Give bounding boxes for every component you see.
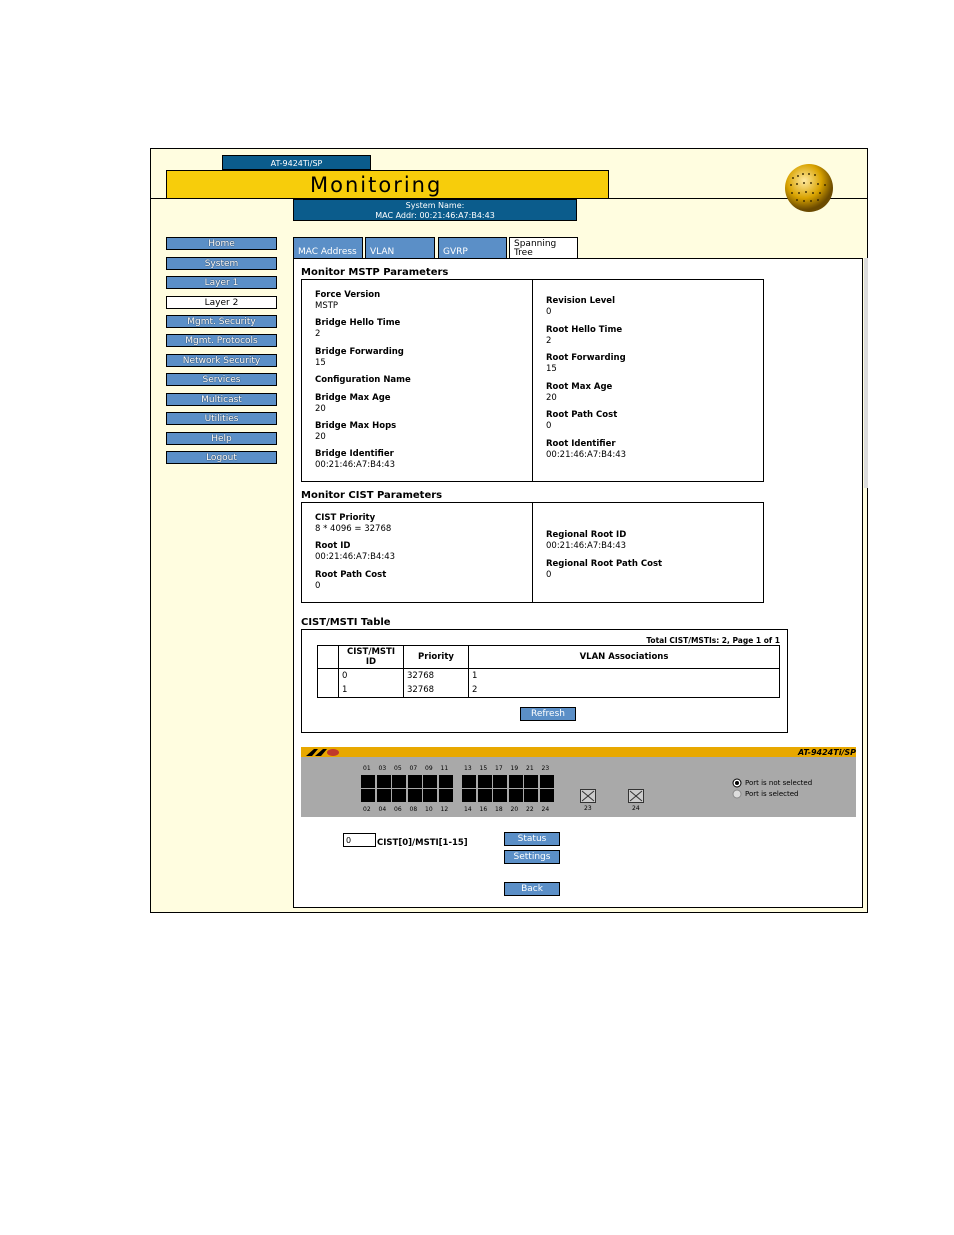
cist-title: Monitor CIST Parameters (301, 490, 443, 501)
port-number: 11 (440, 765, 449, 772)
col-header: Priority (404, 646, 469, 669)
field-label: Configuration Name (315, 375, 411, 385)
port-08[interactable] (408, 789, 422, 802)
port-number: 21 (526, 765, 534, 772)
switch-model-label: AT-9424Ti/SP (797, 748, 856, 757)
instance-label: CIST[0]/MSTI[1-15] (377, 838, 468, 848)
port-number: 15 (479, 765, 488, 772)
port-number: 04 (378, 806, 387, 813)
field-label: Root Hello Time (546, 325, 623, 335)
table-cell: 0 (339, 669, 404, 684)
model-tab: AT-9424Ti/SP (222, 155, 371, 170)
port-14[interactable] (462, 789, 476, 802)
field-label: Regional Root ID (546, 530, 627, 540)
field-value: 20 (546, 393, 557, 403)
instance-input[interactable] (343, 833, 376, 847)
field-value: 8 * 4096 = 32768 (315, 524, 392, 534)
tab-spanning-tree[interactable]: Spanning Tree (509, 237, 578, 259)
port-number: 23 (584, 805, 592, 812)
nav-utilities[interactable]: Utilities (166, 412, 277, 425)
scrollbar[interactable] (864, 258, 868, 488)
field-label: Bridge Max Age (315, 393, 391, 403)
field-value: 0 (546, 421, 552, 431)
port-13[interactable] (462, 775, 476, 788)
field-value: 00:21:46:A7:B4:43 (546, 450, 627, 460)
system-name: System Name: (405, 201, 465, 210)
field-label: Root Forwarding (546, 353, 626, 363)
port-01[interactable] (361, 775, 375, 788)
port-number: 03 (378, 765, 387, 772)
table-cell: 32768 (404, 683, 469, 698)
field-value: 0 (315, 581, 321, 591)
field-label: Revision Level (546, 296, 615, 306)
field-label: Root Identifier (546, 439, 616, 449)
field-value: 15 (315, 358, 326, 368)
port-17[interactable] (493, 775, 507, 788)
port-number: 14 (464, 806, 472, 813)
nav-system[interactable]: System (166, 257, 277, 270)
tab-gvrp[interactable]: GVRP (438, 237, 507, 259)
port-number: 19 (510, 765, 519, 772)
port-number: 07 (409, 765, 418, 772)
port-05[interactable] (392, 775, 406, 788)
port-number: 13 (464, 765, 472, 772)
port-number: 02 (363, 806, 371, 813)
port-number: 10 (425, 806, 433, 813)
field-label: Force Version (315, 290, 381, 300)
field-value: 20 (315, 404, 326, 414)
port-09[interactable] (423, 775, 437, 788)
port-07[interactable] (408, 775, 422, 788)
cist-right-box (532, 502, 764, 603)
nav-home[interactable]: Home (166, 237, 277, 250)
col-header: VLAN Associations (469, 646, 780, 669)
port-16[interactable] (478, 789, 492, 802)
table-header-row (318, 646, 780, 669)
mstp-title: Monitor MSTP Parameters (301, 267, 449, 278)
table-row (318, 669, 780, 684)
legend-not-selected: Port is not selected (745, 779, 813, 787)
field-value: 2 (315, 329, 321, 339)
field-label: Root ID (315, 541, 351, 551)
field-value: 0 (546, 570, 552, 580)
table-title: CIST/MSTI Table (301, 617, 391, 628)
port-06[interactable] (392, 789, 406, 802)
table-cell: 1 (469, 669, 780, 684)
port-number: 05 (394, 765, 402, 772)
table-summary: Total CIST/MSTIs: 2, Page 1 of 1 (646, 636, 780, 645)
nav-services[interactable]: Services (166, 373, 277, 386)
back-button[interactable]: Back (504, 882, 560, 896)
row-spacer (318, 683, 339, 698)
nav-help[interactable]: Help (166, 432, 277, 445)
sfp-port-23-icon[interactable] (580, 789, 596, 803)
table-cell: 32768 (404, 669, 469, 684)
port-15[interactable] (478, 775, 492, 788)
nav-multicast[interactable]: Multicast (166, 393, 277, 406)
nav-network-security[interactable]: Network Security (166, 354, 277, 367)
cist-msti-table (317, 645, 780, 698)
port-23[interactable] (540, 775, 554, 788)
radio-selected-icon (732, 789, 742, 799)
field-value: 00:21:46:A7:B4:43 (315, 552, 396, 562)
field-label: Root Path Cost (546, 410, 618, 420)
field-label: Root Max Age (546, 382, 613, 392)
refresh-button[interactable]: Refresh (520, 707, 576, 721)
field-value: 00:21:46:A7:B4:43 (315, 460, 396, 470)
port-02[interactable] (361, 789, 375, 802)
port-18[interactable] (493, 789, 507, 802)
field-label: Bridge Max Hops (315, 421, 397, 431)
port-11[interactable] (439, 775, 453, 788)
status-button[interactable]: Status (504, 832, 560, 846)
allied-telesis-logo-icon (304, 748, 340, 757)
legend-selected: Port is selected (745, 790, 799, 798)
col-header: CIST/MSTI ID (339, 646, 404, 669)
port-number: 09 (425, 765, 433, 772)
port-10[interactable] (423, 789, 437, 802)
port-number: 24 (541, 806, 550, 813)
port-number: 24 (632, 805, 640, 812)
header-spacer (318, 646, 339, 669)
settings-button[interactable]: Settings (504, 850, 560, 864)
table-cell: 1 (339, 683, 404, 698)
row-spacer (318, 669, 339, 684)
port-number: 06 (394, 806, 402, 813)
port-20[interactable] (509, 789, 523, 802)
port-number: 23 (541, 765, 550, 772)
nav-mgmt-protocols[interactable]: Mgmt. Protocols (166, 334, 277, 347)
nav-layer2[interactable]: Layer 2 (166, 296, 277, 309)
port-19[interactable] (509, 775, 523, 788)
globe-logo-icon (784, 163, 834, 213)
nav-layer1[interactable]: Layer 1 (166, 276, 277, 289)
radio-not-selected-icon (732, 778, 742, 788)
field-label: Bridge Hello Time (315, 318, 401, 328)
field-value: 0 (546, 307, 552, 317)
field-value: 15 (546, 364, 557, 374)
port-number: 12 (440, 806, 449, 813)
port-22[interactable] (524, 789, 538, 802)
port-number: 17 (495, 765, 503, 772)
port-04[interactable] (377, 789, 391, 802)
field-label: Regional Root Path Cost (546, 559, 663, 569)
port-number: 22 (526, 806, 534, 813)
field-label: Bridge Forwarding (315, 347, 404, 357)
port-12[interactable] (439, 789, 453, 802)
field-value: 20 (315, 432, 326, 442)
system-info (293, 199, 577, 221)
field-value: 00:21:46:A7:B4:43 (546, 541, 627, 551)
field-label: Bridge Identifier (315, 449, 394, 459)
port-number: 20 (510, 806, 519, 813)
sfp-port-24-icon[interactable] (628, 789, 644, 803)
port-number: 01 (363, 765, 371, 772)
port-number: 18 (495, 806, 503, 813)
tab-mac-address[interactable]: MAC Address (293, 237, 363, 259)
table-cell: 2 (469, 683, 780, 698)
field-label: CIST Priority (315, 513, 376, 523)
title-bar (166, 170, 609, 199)
nav-logout[interactable]: Logout (166, 451, 277, 464)
field-value: MSTP (315, 301, 339, 311)
page-title: Monitoring (310, 173, 443, 197)
port-24[interactable] (540, 789, 554, 802)
nav-mgmt-security[interactable]: Mgmt. Security (166, 315, 277, 328)
field-value: 2 (546, 336, 552, 346)
port-number: 16 (479, 806, 488, 813)
port-21[interactable] (524, 775, 538, 788)
table-row (318, 683, 780, 698)
port-03[interactable] (377, 775, 391, 788)
tab-vlan[interactable]: VLAN (365, 237, 435, 259)
port-number: 08 (409, 806, 418, 813)
field-label: Root Path Cost (315, 570, 387, 580)
mac-address: MAC Addr: 00:21:46:A7:B4:43 (375, 211, 495, 220)
